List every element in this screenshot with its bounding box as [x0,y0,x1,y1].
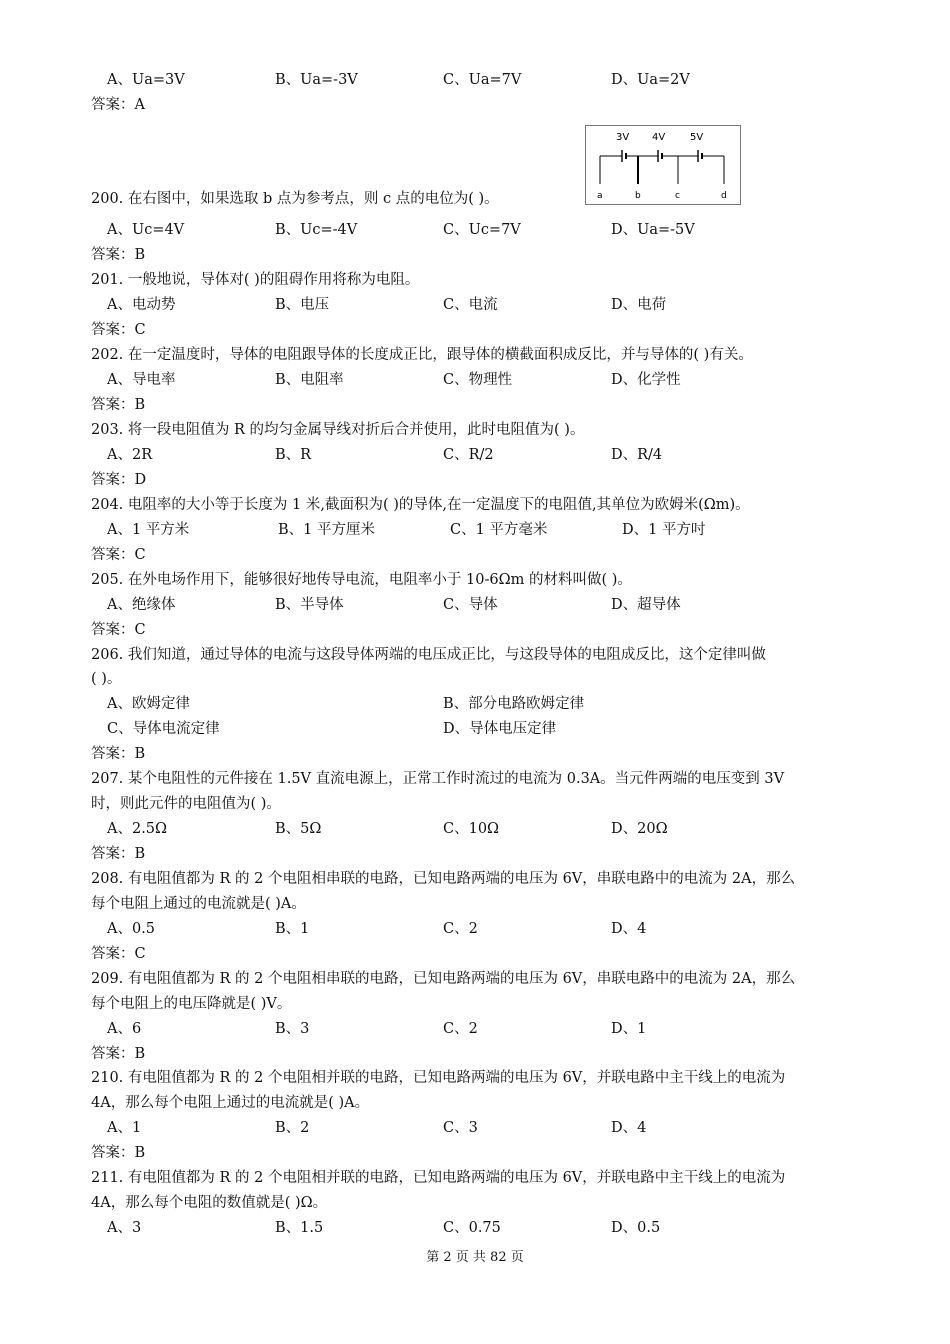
option-a: A、电动势 [107,297,176,313]
answer: 答案：C [91,547,146,563]
point-label: b [635,191,641,201]
question-stem: 211. 有电阻值都为 R 的 2 个电阻相并联的电路，已知电路两端的电压为 6V，并联电路中主干线上的电流为 [91,1170,786,1186]
question-stem-cont: 时，则此元件的电阻值为( )。 [91,796,281,812]
option-d: D、0.5 [611,1220,661,1236]
option-d: D、Ua=2V [611,72,690,88]
answer: 答案：B [91,846,146,862]
answer: 答案：D [91,472,147,488]
option-b: B、3 [275,1021,310,1037]
option-d: D、超导体 [611,597,681,613]
question-stem: 201. 一般地说，导体对( )的阻碍作用将称为电阻。 [91,272,420,288]
answer: 答案：C [91,322,146,338]
option-a: A、2.5Ω [107,821,168,837]
option-d: D、20Ω [611,821,668,837]
option-a: A、绝缘体 [107,597,176,613]
question-stem: 204. 电阻率的大小等于长度为 1 米,截面积为( )的导体,在一定温度下的电阻值,其单位为欧姆米(Ωm)。 [91,497,750,513]
question-stem: 200. 在右图中，如果选取 b 点为参考点，则 c 点的电位为( )。 [91,191,499,207]
question-stem: 207. 某个电阻性的元件接在 1.5V 直流电源上，正常工作时流过的电流为 0.3A。当元件两端的电压变到 3V [91,771,785,787]
option-a: A、Uc=4V [107,222,185,238]
option-b: B、部分电路欧姆定律 [443,696,585,712]
option-a: A、3 [107,1220,142,1236]
point-label: c [675,191,680,201]
option-a: A、2R [107,447,153,463]
option-c: C、物理性 [443,372,513,388]
voltage-label: 5V [690,132,704,143]
question-stem-cont: 每个电阻上的电压降就是( )V。 [91,996,292,1012]
answer: 答案：C [91,946,146,962]
question-stem: 206. 我们知道，通过导体的电流与这段导体两端的电压成正比，与这段导体的电阻成反比，这个定律叫做 [91,647,766,663]
option-d: D、4 [611,921,647,937]
option-b: B、1 [275,921,310,937]
option-b: B、电阻率 [275,372,344,388]
voltage-label: 4V [652,132,666,143]
option-a: A、Ua=3V [107,72,185,88]
option-c: C、3 [443,1120,478,1136]
option-c: C、导体电流定律 [107,721,220,737]
option-d: D、导体电压定律 [443,721,557,737]
option-a: A、1 平方米 [107,522,190,538]
question-stem-cont: 每个电阻上通过的电流就是( )A。 [91,896,306,912]
option-c: C、Ua=7V [443,72,522,88]
answer: 答案：B [91,1046,146,1062]
option-c: C、0.75 [443,1220,501,1236]
answer: 答案：B [91,1145,146,1161]
option-d: D、1 [611,1021,647,1037]
option-d: D、1 平方吋 [622,522,706,538]
question-stem: 209. 有电阻值都为 R 的 2 个电阻相串联的电路，已知电路两端的电压为 6V，串联电路中的电流为 2A，那么 [91,971,796,987]
option-a: A、0.5 [107,921,156,937]
option-d: D、R/4 [611,447,663,463]
option-a: A、1 [107,1120,142,1136]
answer: 答案：B [91,247,146,263]
option-a: A、欧姆定律 [107,696,190,712]
option-c: C、1 平方毫米 [450,522,548,538]
page-footer: 第 2 页 共 82 页 [426,1250,524,1265]
question-stem: 202. 在一定温度时，导体的电阻跟导体的长度成正比，跟导体的横截面积成反比，并与导体的( )有关。 [91,347,753,363]
option-c: C、2 [443,921,478,937]
answer: 答案：C [91,622,146,638]
question-stem: 205. 在外电场作用下，能够很好地传导电流，电阻率小于 10-6Ωm 的材料叫做( )。 [91,572,632,588]
option-c: C、电流 [443,297,498,313]
option-b: B、Ua=-3V [275,72,358,88]
circuit-diagram [586,126,740,204]
option-d: D、4 [611,1120,647,1136]
option-c: C、导体 [443,597,498,613]
answer: 答案：B [91,746,146,762]
option-b: B、1 平方厘米 [278,522,375,538]
question-stem: 208. 有电阻值都为 R 的 2 个电阻相串联的电路，已知电路两端的电压为 6V，串联电路中的电流为 2A，那么 [91,871,796,887]
question-stem-cont: 4A，那么每个电阻上通过的电流就是( )A。 [91,1095,370,1111]
option-b: B、Uc=-4V [275,222,358,238]
question-stem-cont: 4A，那么每个电阻的数值就是( )Ω。 [91,1195,328,1211]
question-stem: 210. 有电阻值都为 R 的 2 个电阻相并联的电路，已知电路两端的电压为 6V，并联电路中主干线上的电流为 [91,1070,786,1086]
question-stem-cont: ( )。 [91,671,122,687]
answer: 答案：B [91,397,146,413]
option-b: B、1.5 [275,1220,324,1236]
point-label: d [721,191,727,201]
option-b: B、电压 [275,297,330,313]
option-d: D、化学性 [611,372,681,388]
option-c: C、10Ω [443,821,500,837]
option-c: C、R/2 [443,447,494,463]
circuit-figure [585,125,741,205]
option-c: C、2 [443,1021,478,1037]
question-stem: 203. 将一段电阻值为 R 的均匀金属导线对折后合并使用，此时电阻值为( )。 [91,422,585,438]
option-b: B、5Ω [275,821,322,837]
option-b: B、2 [275,1120,310,1136]
option-a: A、导电率 [107,372,176,388]
option-c: C、Uc=7V [443,222,521,238]
option-d: D、电荷 [611,297,667,313]
option-b: B、R [275,447,312,463]
answer: 答案：A [91,97,145,113]
point-label: a [597,191,603,201]
option-a: A、6 [107,1021,142,1037]
option-b: B、半导体 [275,597,344,613]
option-d: D、Ua=-5V [611,222,695,238]
voltage-label: 3V [616,132,630,143]
